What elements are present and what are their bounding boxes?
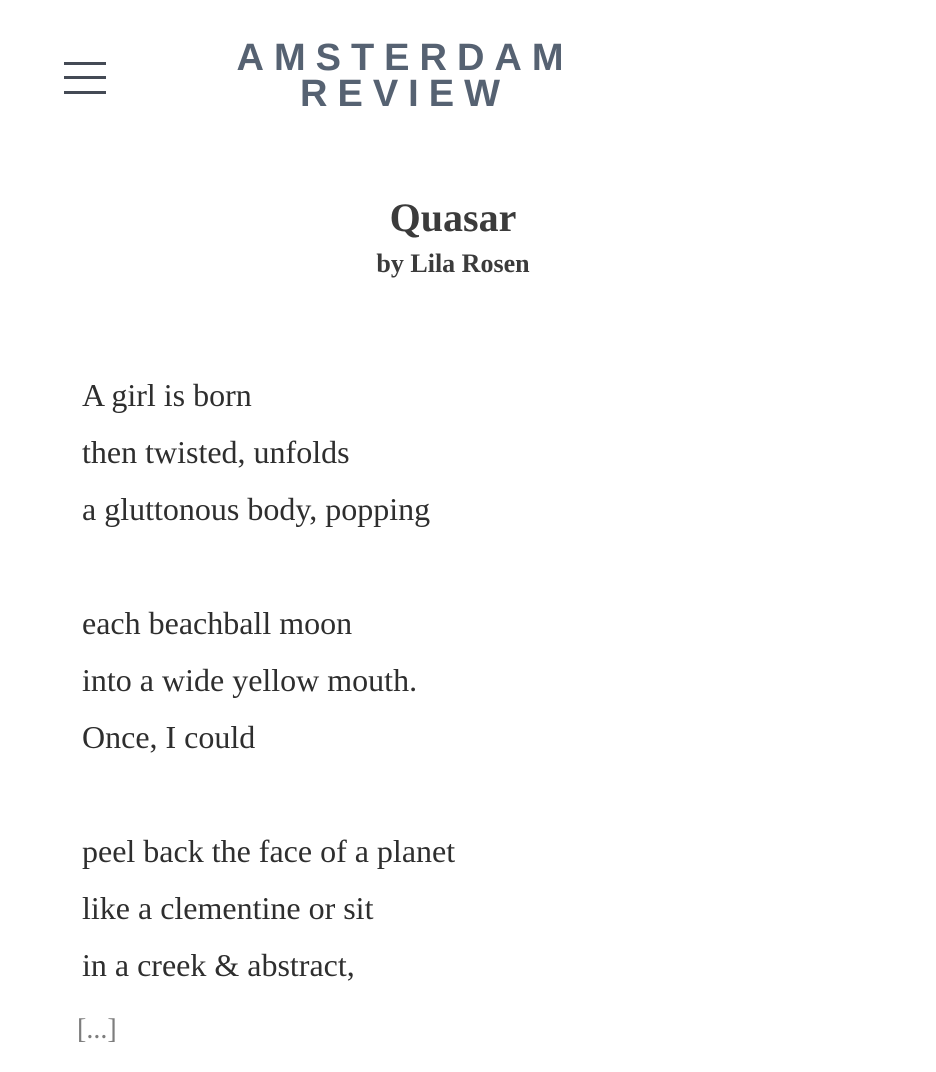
poem-line: into a wide yellow mouth. [82, 662, 418, 698]
read-more-ellipsis[interactable]: [...] [77, 1014, 117, 1045]
poem-title: Quasar [389, 195, 517, 240]
poem-line: each beachball moon [82, 605, 353, 641]
poem-line: in a creek & abstract, [82, 947, 355, 983]
poem-line: like a clementine or sit [82, 890, 374, 926]
poem-line: then twisted, unfolds [82, 434, 350, 470]
stanza-3 [82, 828, 862, 999]
poem-line: peel back the face of a planet [82, 833, 456, 869]
menu-bar-bottom [64, 91, 106, 94]
poem-body [82, 372, 862, 1056]
poem-line: A girl is born [82, 377, 252, 413]
poem-line: Once, I could [82, 719, 256, 755]
menu-bar-middle [64, 76, 106, 79]
poem-author: by Lila Rosen [376, 249, 530, 278]
site-logo[interactable] [200, 37, 600, 115]
menu-bar-top [64, 62, 106, 65]
hamburger-menu-icon[interactable] [64, 62, 106, 96]
logo-line-1: AMSTERDAM [236, 37, 574, 79]
stanza-2 [82, 600, 862, 771]
logo-line-2: REVIEW [300, 73, 510, 115]
stanza-1 [82, 372, 862, 543]
poem-line: a gluttonous body, popping [82, 491, 431, 527]
